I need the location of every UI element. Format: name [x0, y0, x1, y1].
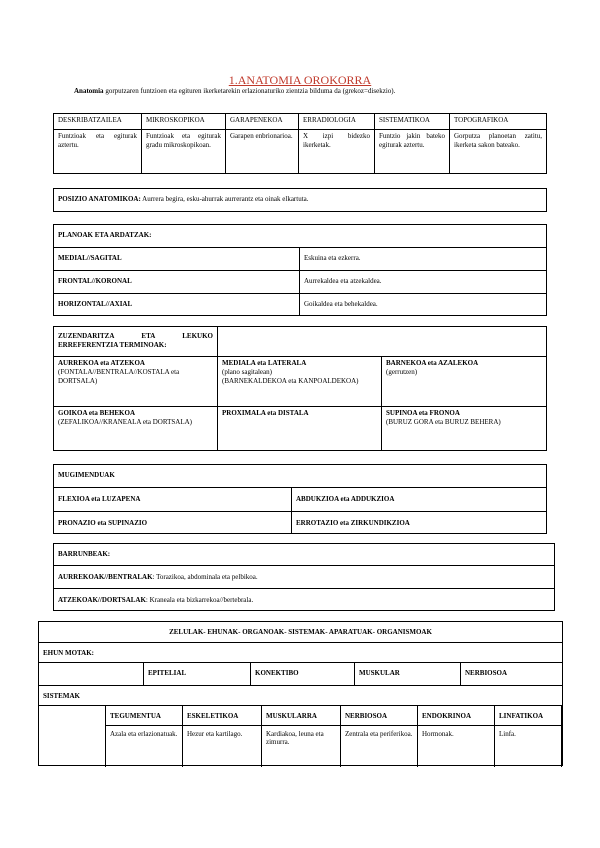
barrun-label: ATZEKOAK//DORTSALAK	[58, 596, 146, 604]
sistema-head: LINFATIKOA	[495, 706, 561, 726]
zuzen-head: PROXIMALA eta DISTALA	[222, 409, 309, 417]
zuzen-cell-3	[382, 357, 547, 407]
zuzen-sub: (plano sagitalean)	[222, 367, 272, 376]
branch-desc: Garapen enbrionarioa.	[226, 130, 299, 174]
sistemak-row	[39, 705, 562, 767]
ehun-item: EPITELIAL	[144, 663, 251, 685]
sistemak-label: SISTEMAK	[39, 685, 562, 705]
zuzen-head: AURREKOA eta ATZEKOA	[58, 359, 145, 367]
mugi-row	[54, 511, 546, 534]
sistema-desc: Linfa.	[499, 730, 516, 738]
barrun-label: AURREKOAK//BENTRALAK	[58, 573, 153, 581]
barrunbeak-header: BARRUNBEAK:	[58, 550, 111, 558]
plano-name: HORIZONTAL//AXIAL	[54, 294, 300, 315]
ehun-item: MUSKULAR	[355, 663, 461, 685]
intro-rest: gorputzaren funtzioen eta egituren ikerketarekin erlazionaturiko zientzia bilduma da (grekoz=disekzio).	[103, 87, 396, 95]
sistema-desc: Zentrala eta periferikoa.	[345, 730, 413, 738]
branch-desc: X izpi bidezko ikerketak.	[299, 130, 375, 174]
sistema-desc: Hezur eta kartilago.	[187, 730, 243, 738]
zuzen-head: SUPINOA eta FRONOA	[386, 409, 460, 417]
mugi-item: ABDUKZIOA eta ADDUKZIOA	[296, 495, 395, 503]
barrun-text: : Torazikoa, abdominala eta pelbikoa.	[152, 573, 258, 581]
sistema-col	[418, 706, 495, 767]
sistema-col	[341, 706, 418, 767]
sistema-desc: Hormonak.	[422, 730, 454, 738]
posizio-text: Aurrera begira, esku-ahurrak aurrerantz eta oinak elkartuta.	[140, 195, 309, 203]
ehun-label: EHUN MOTAK:	[39, 642, 562, 662]
plano-desc: Eskuina eta ezkerra.	[304, 254, 361, 262]
plano-row	[54, 247, 546, 270]
mugi-item: PRONAZIO eta SUPINAZIO	[54, 512, 292, 534]
ehun-row	[39, 662, 562, 685]
mugi-row	[54, 487, 546, 511]
barrun-row	[54, 588, 554, 610]
mugi-item: FLEXIOA eta LUZAPENA	[54, 488, 292, 511]
zuzen-cell-5	[218, 407, 382, 451]
posizio-box	[53, 188, 547, 212]
sistema-head: MUSKULARRA	[262, 706, 340, 726]
branch-head: DESKRIBATZAILEA	[54, 114, 142, 130]
mugi-item: ERROTAZIO eta ZIRKUNDIKZIOA	[296, 519, 410, 527]
branch-head: TOPOGRAFIKOA	[450, 114, 547, 130]
zuzen-sub: (gerrutzen)	[386, 367, 418, 376]
zuzen-cell-2	[218, 357, 382, 407]
ehun-item: KONEKTIBO	[251, 663, 355, 685]
branch-desc: Funtzioak eta egiturak aztertu.	[54, 130, 142, 174]
sistema-head: ESKELETIKOA	[183, 706, 261, 726]
zuzen-cell-1	[54, 357, 218, 407]
barrunbeak-box	[53, 543, 555, 611]
plano-desc: Goikaldea eta behekaldea.	[304, 300, 378, 308]
zuzen-sub: (BARNEKALDEKOA eta KANPOALDEKOA)	[222, 376, 359, 385]
zuzen-head: GOIKOA eta BEHEKOA	[58, 409, 136, 417]
sistema-col	[262, 706, 341, 767]
sistema-head: ENDOKRINOA	[418, 706, 494, 726]
zuzen-head: MEDIALA eta LATERALA	[222, 359, 307, 367]
page-title: 1.ANATOMIA OROKORRA	[228, 73, 372, 87]
sistema-col	[183, 706, 262, 767]
sistema-head: NERBIOSOA	[341, 706, 417, 726]
barrun-text: : Kraneala eta bizkarrekoa//bertebrala.	[145, 596, 254, 604]
sistema-col	[105, 706, 183, 767]
branch-desc: Funtzioak eta egiturak gradu mikroskopikoan.	[142, 130, 226, 174]
branch-head: SISTEMATIKOA	[375, 114, 450, 130]
sistema-desc: Kardiakoa, leuna eta zimurra.	[266, 730, 324, 746]
planoak-box	[53, 224, 547, 316]
sistema-desc: Azala eta erlazionatuak.	[110, 730, 178, 738]
plano-row	[54, 293, 546, 315]
branch-desc: Gorputza planoetan zatitu, ikerketa sakon bateako.	[450, 130, 547, 174]
branch-desc: Funtzio jakin bateko egiturak aztertu.	[375, 130, 450, 174]
branches-table	[53, 113, 547, 174]
branch-head: MIKROSKOPIKOA	[142, 114, 226, 130]
barrun-row	[54, 565, 554, 588]
zuzendaritza-header: ZUZENDARITZA ETA LEKUKO ERREFERENTZIA TERMINOAK:	[54, 327, 218, 357]
mugimenduak-header: MUGIMENDUAK	[58, 471, 115, 479]
branch-head: ERRADIOLOGIA	[299, 114, 375, 130]
sistema-col	[495, 706, 562, 767]
plano-row	[54, 270, 546, 293]
zuzen-head: BARNEKOA eta AZALEKOA	[386, 359, 479, 367]
zuzen-sub: (FONTALA//BENTRALA//KOSTALA eta DORTSALA)	[58, 367, 180, 385]
zelulak-box	[38, 621, 563, 766]
sistema-head: TEGUMENTUA	[106, 706, 182, 726]
zuzen-sub: (BURUZ GORA eta BURUZ BEHERA)	[386, 417, 501, 426]
zelulak-header: ZELULAK- EHUNAK- ORGANOAK- SISTEMAK- APARATUAK- ORGANISMOAK	[169, 628, 432, 636]
zuzendaritza-table	[53, 326, 547, 451]
planoak-header: PLANOAK ETA ARDATZAK:	[58, 231, 152, 239]
mugimenduak-box	[53, 464, 547, 534]
zuzen-cell-6	[382, 407, 547, 451]
plano-name: FRONTAL//KORONAL	[54, 271, 300, 293]
intro-text	[74, 87, 395, 95]
ehun-item: NERBIOSOA	[465, 669, 508, 677]
branch-head: GARAPENEKOA	[226, 114, 299, 130]
zuzen-sub: (ZEFALIKOA//KRANEALA eta DORTSALA)	[58, 417, 192, 426]
zuzen-cell-4	[54, 407, 218, 451]
plano-desc: Aurrekaldea eta atzekaldea.	[304, 277, 382, 285]
plano-name: MEDIAL//SAGITAL	[54, 248, 300, 270]
posizio-label: POSIZIO ANATOMIKOA:	[58, 195, 141, 203]
intro-bold: Anatomia	[74, 87, 104, 95]
